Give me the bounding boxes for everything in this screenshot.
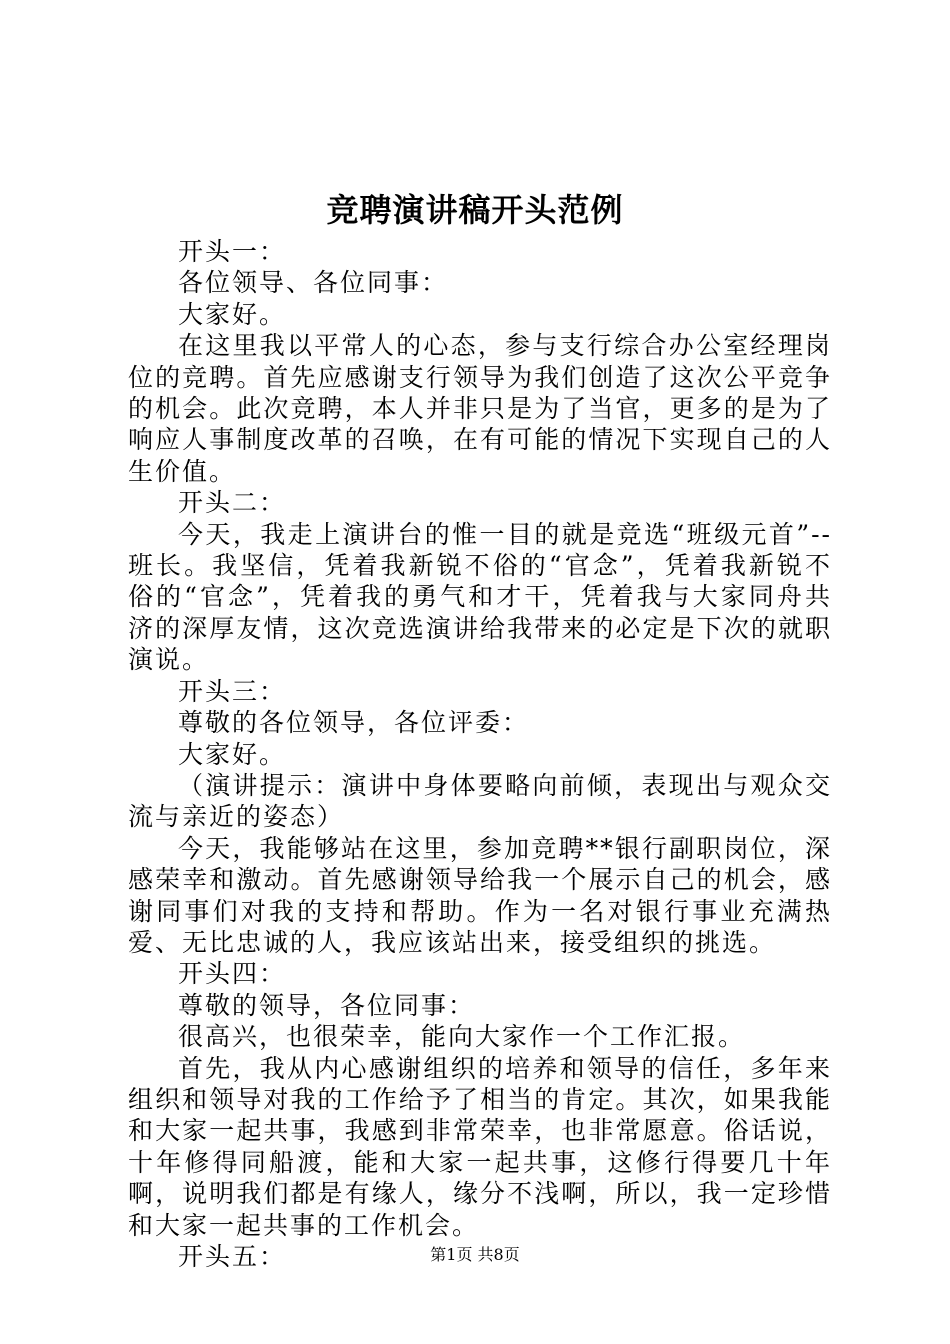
paragraph-text-3: 今天，我能够站在这里，参加竞聘**银行副职岗位，深感荣幸和激动。首先感谢领导给我一个展示自己的机会，感谢同事们对我的支持和帮助。作为一名对银行事业充满热爱、无比忠诚的人，我应该站出来，接受组织的挑选。 (128, 833, 832, 957)
paragraph-salutation-1: 各位领导、各位同事： (178, 268, 449, 298)
paragraph-salutation-3: 尊敬的各位领导，各位评委： (178, 708, 530, 738)
paragraph-text-4: 首先，我从内心感谢组织的培养和领导的信任，多年来组织和领导对我的工作给予了相当的肯定。其次，如果我能和大家一起共事，我感到非常荣幸，也非常愿意。俗话说，十年修得同船渡，能和大家一起共事，这修行得要几十年啊，说明我们都是有缘人，缘分不浅啊，所以，我一定珍惜和大家一起共事的工作机会。 (128, 1053, 832, 1240)
paragraph-heading-5: 开头五： (178, 1242, 287, 1271)
paragraph-heading-2: 开头二： (178, 488, 287, 518)
paragraph-text-2: 今天，我走上演讲台的惟一目的就是竞选“班级元首”--班长。我坚信，凭着我新锐不俗的“官念”，凭着我新锐不俗的“官念”，凭着我的勇气和才干，凭着我与大家同舟共济的深厚友情，这次竞选演讲给我带来的必定是下次的就职演说。 (128, 519, 832, 675)
paragraph-greeting-4: 很高兴，也很荣幸，能向大家作一个工作汇报。 (178, 1022, 746, 1052)
page-footer: 第1页 共8页 (430, 1245, 520, 1264)
document-body (128, 236, 832, 1272)
paragraph-text-1: 在这里我以平常人的心态，参与支行综合办公室经理岗位的竞聘。首先应感谢支行领导为我们创造了这次公平竞争的机会。此次竞聘，本人并非只是为了当官，更多的是为了响应人事制度改革的召唤，在有可能的情况下实现自己的人生价值。 (128, 331, 832, 486)
paragraph-greeting-1: 大家好。 (178, 299, 287, 329)
paragraph-greeting-3: 大家好。 (178, 739, 287, 769)
document-title: 竞聘演讲稿开头范例 (326, 191, 624, 229)
paragraph-salutation-4: 尊敬的领导，各位同事： (178, 990, 476, 1020)
paragraph-heading-4: 开头四： (178, 959, 287, 989)
paragraph-heading-3: 开头三： (178, 676, 287, 706)
paragraph-tip-3: （演讲提示：演讲中身体要略向前倾，表现出与观众交流与亲近的姿态） (128, 770, 832, 832)
paragraph-heading-1: 开头一： (178, 237, 287, 266)
